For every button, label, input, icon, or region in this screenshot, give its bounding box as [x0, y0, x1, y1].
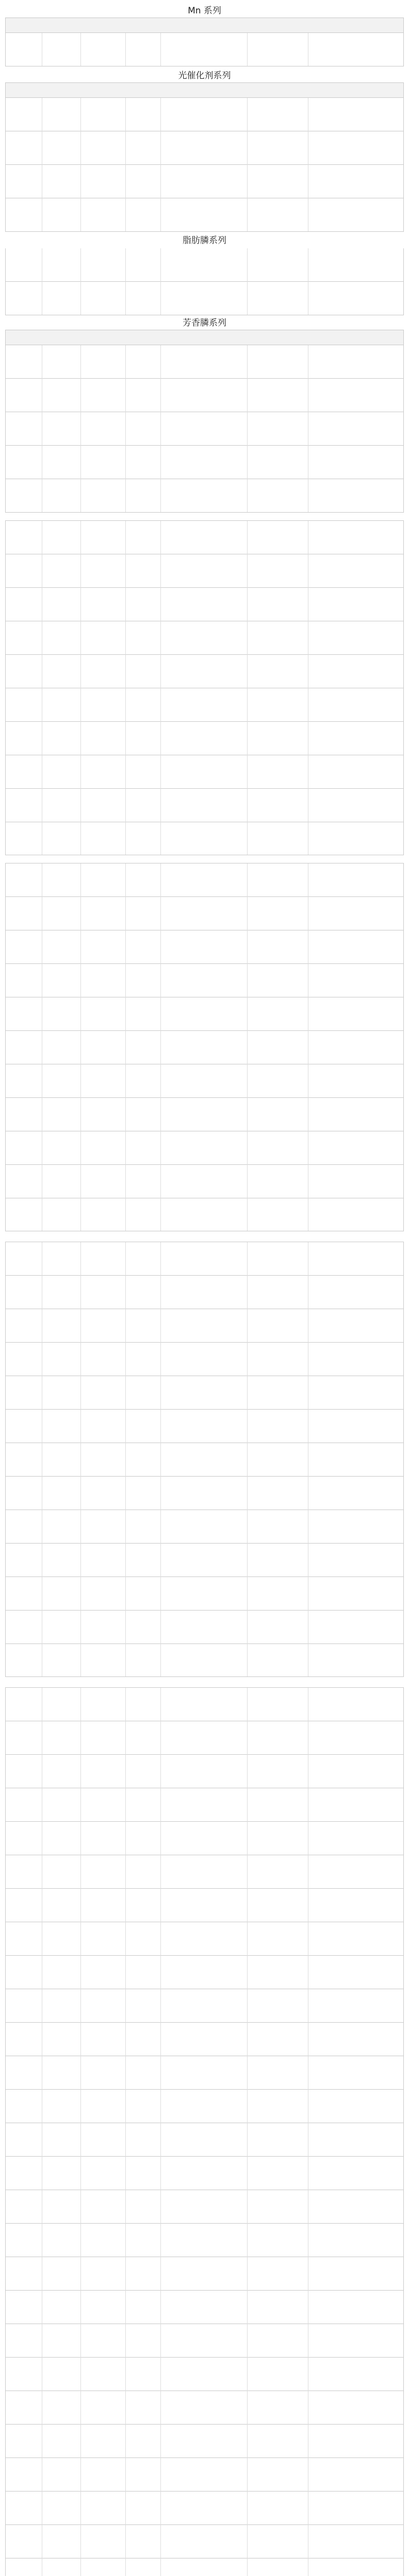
product-table-photocatalyst: [5, 98, 404, 232]
section-title-aromatic-phosphine: 芳香膦系列: [183, 318, 226, 328]
product-table-aromatic-phosphine-part: [5, 863, 404, 1231]
section-title-mn: Mn 系列: [188, 6, 221, 16]
product-table-mn: [5, 33, 404, 66]
section-title-photocatalyst: 光催化剂系列: [178, 71, 231, 81]
product-table-aromatic-phosphine-part: [5, 1687, 404, 2576]
section-title-aliphatic-phosphine: 脂肪膦系列: [183, 235, 226, 246]
table-header-row: [5, 18, 404, 33]
table-header-row: [5, 330, 404, 345]
product-table-aromatic-phosphine-part: [5, 520, 404, 855]
product-table-aromatic-phosphine-part: [5, 1242, 404, 1677]
product-table-aliphatic-phosphine: [5, 248, 404, 315]
product-table-aromatic-phosphine: [5, 345, 404, 513]
table-header-row: [5, 82, 404, 98]
